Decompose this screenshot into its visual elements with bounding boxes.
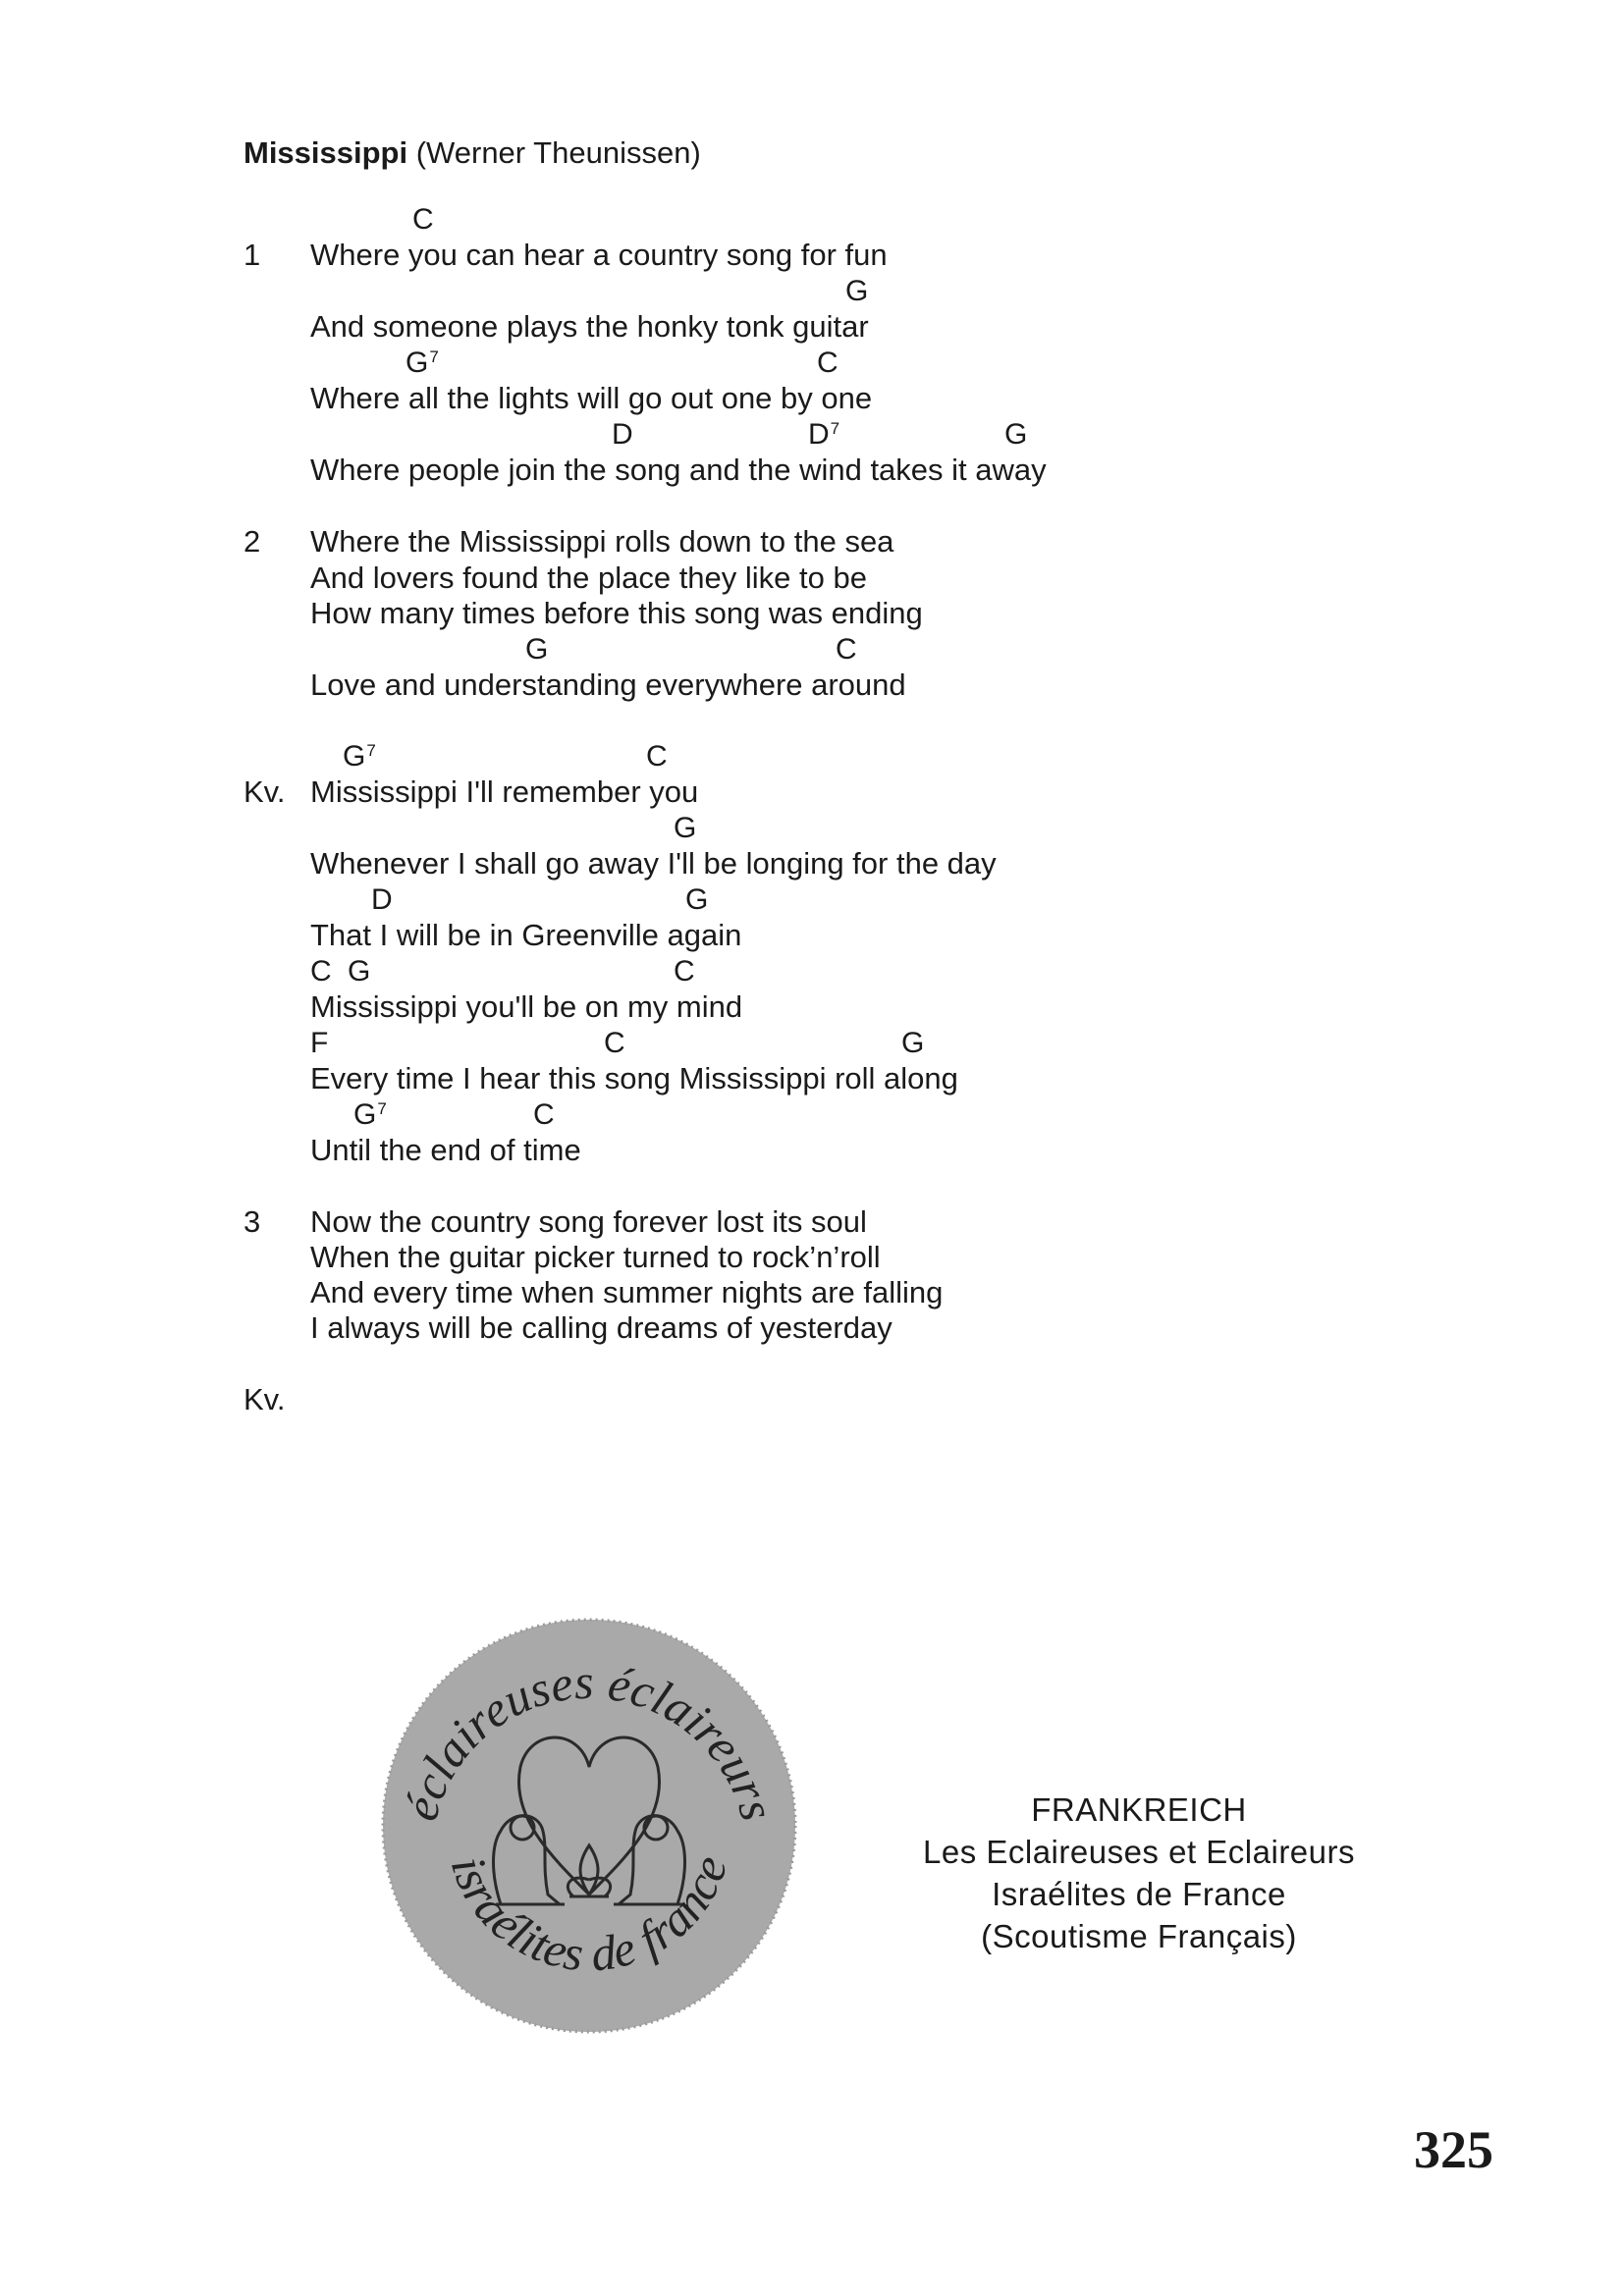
chord: C xyxy=(646,740,668,773)
verse-number: 1 xyxy=(243,238,261,272)
lyric-line: Every time I hear this song Mississippi roll along xyxy=(310,1061,958,1095)
lyric-line: Love and understanding everywhere around xyxy=(310,667,906,702)
chord: G xyxy=(674,812,697,844)
chorus-repeat-label: Kv. xyxy=(243,1382,286,1416)
lyric-line: Where the Mississippi rolls down to the sea xyxy=(310,524,894,559)
lyric-line: Whenever I shall go away I'll be longing for the day xyxy=(310,846,997,881)
chord: D xyxy=(371,883,393,916)
song-author: (Werner Theunissen) xyxy=(415,135,701,170)
lyric-line: And every time when summer nights are falling xyxy=(310,1275,944,1309)
lyric-line: That I will be in Greenville again xyxy=(310,918,742,952)
chord: G xyxy=(525,633,549,666)
chord: D xyxy=(612,418,633,451)
chord: G xyxy=(845,275,869,307)
lyric-line: When the guitar picker turned to rock’n’roll xyxy=(310,1240,881,1274)
chord: C xyxy=(817,347,839,379)
verse-number: 3 xyxy=(243,1204,261,1239)
chord: $G^7$ xyxy=(343,740,376,773)
lyric-line: Now the country song forever lost its soul xyxy=(310,1204,867,1239)
caption-country: FRANKREICH xyxy=(1031,1791,1247,1828)
chord: C xyxy=(412,203,434,236)
caption-line: Israélites de France xyxy=(992,1876,1286,1912)
seal-text-top: éclaireuses éclaireurs xyxy=(392,1653,786,1827)
chord: $D^7$ xyxy=(808,418,840,451)
chord: C xyxy=(310,955,332,988)
chord: C xyxy=(674,955,695,988)
lyric-line: How many times before this song was ending xyxy=(310,596,923,630)
song-name: Mississippi xyxy=(243,135,408,170)
chord: C xyxy=(604,1027,625,1059)
caption-line: (Scoutisme Français) xyxy=(981,1918,1297,1954)
chord: G xyxy=(901,1027,925,1059)
song-title xyxy=(243,133,701,173)
chord: C xyxy=(533,1098,555,1131)
chord: $G^7$ xyxy=(406,347,439,379)
lyric-line: Mississippi I'll remember you xyxy=(310,774,699,809)
verse-number: 2 xyxy=(243,524,261,559)
lyric-line: Mississippi you'll be on my mind xyxy=(310,989,743,1024)
chorus-label: Kv. xyxy=(243,774,286,809)
lyric-line: Where you can hear a country song for fun xyxy=(310,238,888,272)
lyric-line: I always will be calling dreams of yesterday xyxy=(310,1310,893,1345)
chord: F xyxy=(310,1027,329,1059)
lyric-line: Where people join the song and the wind takes it away xyxy=(310,453,1047,487)
organization-caption xyxy=(864,1789,1414,1957)
chord: G xyxy=(348,955,371,988)
chord: G xyxy=(1004,418,1028,451)
lyric-line: Until the end of time xyxy=(310,1133,581,1167)
page-number: 325 xyxy=(1414,2120,1493,2179)
scout-emblem-icon xyxy=(373,1610,805,2042)
caption-line: Les Eclaireuses et Eclaireurs xyxy=(922,1834,1356,1870)
chord: G xyxy=(685,883,709,916)
chord: C xyxy=(836,633,857,666)
lyric-line: And lovers found the place they like to be xyxy=(310,561,867,595)
lyric-line: And someone plays the honky tonk guitar xyxy=(310,309,869,344)
lyric-line: Where all the lights will go out one by one xyxy=(310,381,873,415)
seal-text-bottom: israélites de france xyxy=(440,1848,738,1982)
chord: $G^7$ xyxy=(353,1098,387,1131)
